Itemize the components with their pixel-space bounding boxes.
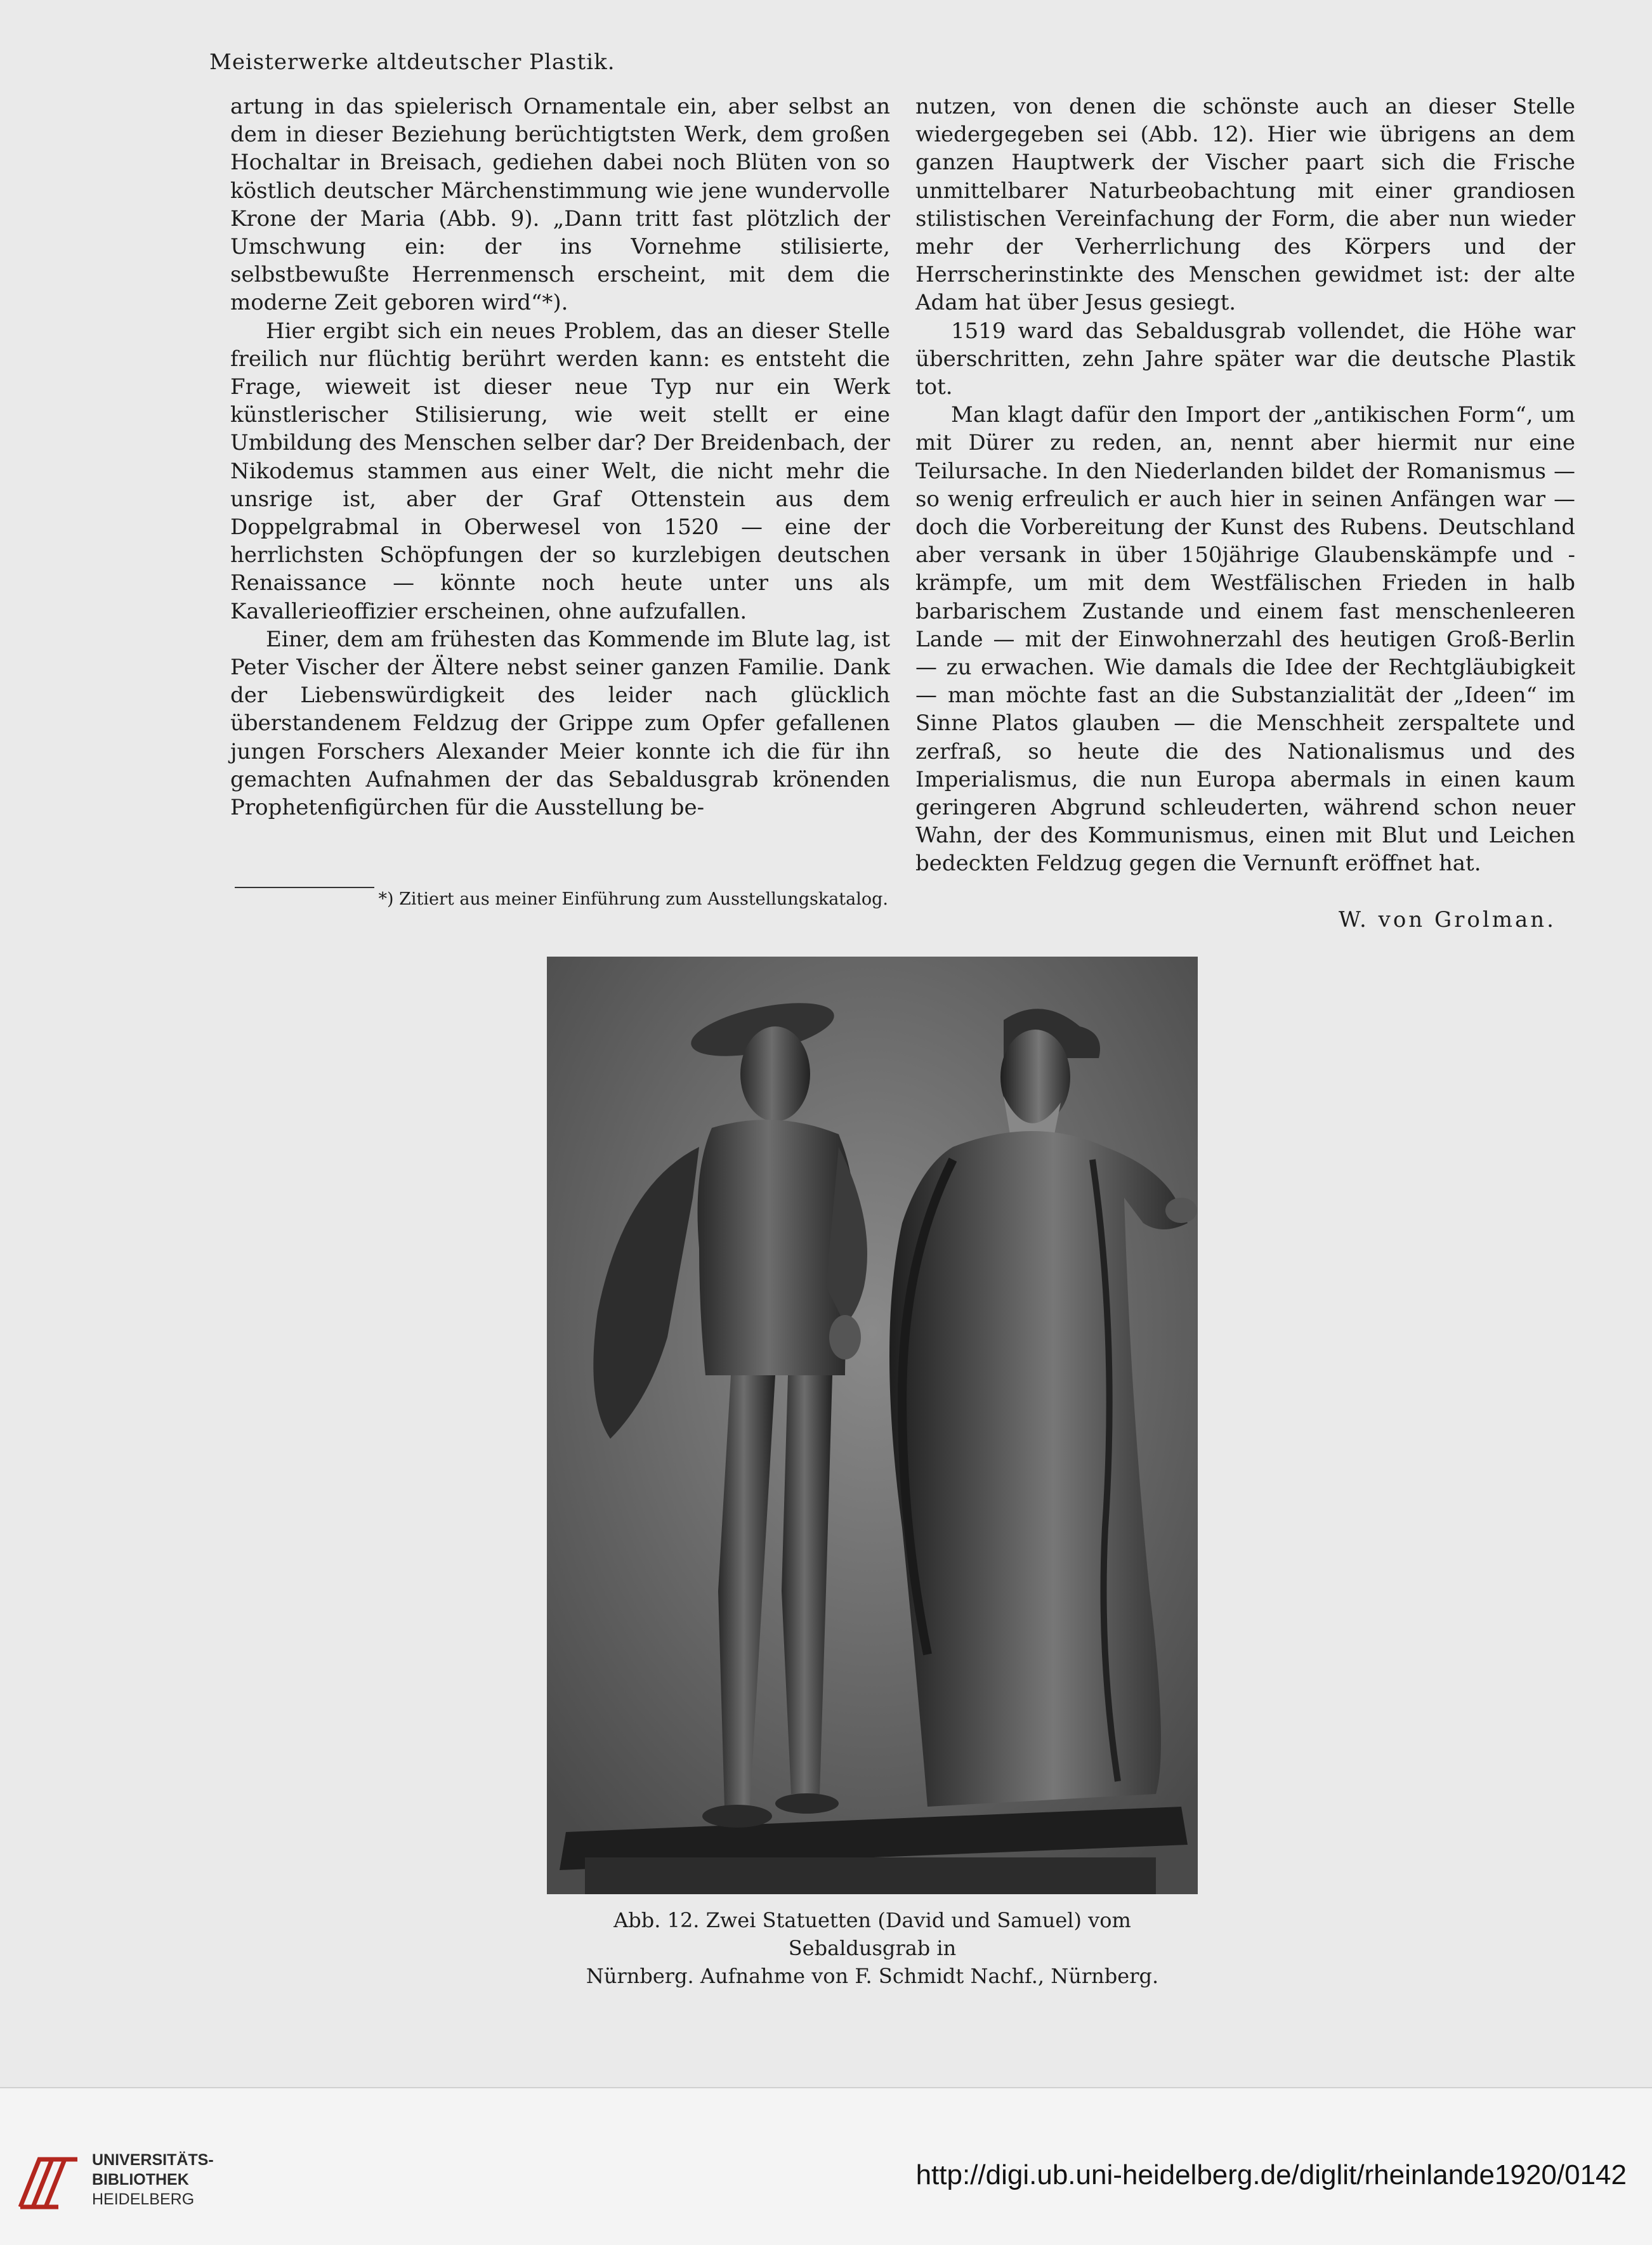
library-name-line: BIBLIOTHEK xyxy=(92,2171,189,2189)
paragraph: Man klagt dafür den Import der „antikischen Form“, um mit Dürer zu reden, an, nennt aber hiermit nur eine Teilursache. In den Niederlanden bildet der Romanismus — so wenig erfreulich er auch hier in seinen Anfängen war — doch die Vorbereitung der Kunst des Rubens. Deutschland aber versank in über 150jährige Glaubenskämpfe und -krämpfe, um mit dem Westfälischen Frieden in halb barbarischem Zustande und einem fast menschenleeren Lande — mit der Einwohnerzahl des heutigen Groß-Berlin — zu erwachen. Wie damals die Idee der Rechtgläubigkeit — man möchte fast an die Substanzialität der „Ideen“ im Sinne Platos glauben — die Menschheit zerspaltete und zerfraß, so heute die des Nationalismus und des Imperialismus, die nun Europa abermals in einen kaum geringeren Abgrund schleuderten, während schon neuer Wahn, der des Kommunismus, einen mit Blut und Leichen bedeckten Feldzug gegen die Vernunft eröffnet hat. xyxy=(915,402,1575,877)
paragraph: Hier ergibt sich ein neues Problem, das an dieser Stelle freilich nur flüchtig berührt werden kann: es entsteht die Frage, wieweit ist dieser neue Typ nur ein Werk künstlerischer Stilisierung, wie weit stellt er eine Umbildung des Menschen selber dar? Der Breidenbach, der Nikodemus stammen aus einer Welt, die nicht mehr die unsrige ist, aber der Graf Ottenstein aus dem Doppelgrabmal in Oberwesel von 1520 — eine der herrlichsten Schöpfungen der so kurzlebigen deutschen Renaissance — könnte noch heute unter uns als Kavallerieoffizier erscheinen, ohne aufzufallen. xyxy=(230,318,890,624)
university-library-logo-icon xyxy=(14,2147,84,2216)
author-signature: W. von Grolman. xyxy=(1339,907,1556,933)
paragraph: 1519 ward das Sebaldusgrab vollendet, die Höhe war überschritten, zehn Jahre später war die deutsche Plastik tot. xyxy=(915,318,1575,400)
paragraph: artung in das spielerisch Ornamentale ein, aber selbst an dem in dieser Beziehung berüchtigtsten Werk, dem großen Hochaltar in Breisach, gediehen dabei noch Blüten von so köstlich deutscher Märchenstimmung wie jene wundervolle Krone der Maria (Abb. 9). „Dann tritt fast plötzlich der Umschwung ein: der ins Vornehme stilisierte, selbstbewußte Herrenmensch erscheint, mit dem die moderne Zeit geboren wird“*). xyxy=(230,94,890,316)
statuettes-illustration xyxy=(547,957,1198,1894)
paragraph: Einer, dem am frühesten das Kommende im Blute lag, ist Peter Vischer der Ältere nebst seiner ganzen Familie. Dank der Liebenswürdigkeit des leider nach glücklich überstandenem Feldzug der Grippe zum Opfer gefallenen jungen Forschers Alexander Meier konnte ich die für ihn gemachten Aufnahmen der das Sebaldusgrab krönenden Prophetenfigürchen für die Ausstellung be- xyxy=(230,626,891,821)
left-column xyxy=(230,93,890,821)
figure-photograph xyxy=(547,957,1198,1894)
permalink-url[interactable]: http://digi.ub.uni-heidelberg.de/diglit/rheinlande1920/0142 xyxy=(915,2159,1627,2190)
figure-caption xyxy=(547,1906,1198,1990)
library-name-line: HEIDELBERG xyxy=(92,2190,195,2208)
right-column xyxy=(915,93,1575,878)
library-name-line: UNIVERSITÄTS- xyxy=(92,2151,214,2169)
caption-line: Nürnberg. Aufnahme von F. Schmidt Nachf., Nürnberg. xyxy=(586,1964,1159,1988)
footer-bar xyxy=(0,2087,1652,2245)
caption-line: Abb. 12. Zwei Statuetten (David und Samuel) vom Sebaldusgrab in xyxy=(613,1908,1131,1960)
paragraph: nutzen, von denen die schönste auch an dieser Stelle wiedergegeben sei (Abb. 12). Hier wie übrigens an dem ganzen Hauptwerk der Vischer paart sich die Frische unmittelbarer Naturbeobachtung mit einer grandiosen stilistischen Vereinfachung der Form, die aber nun wieder mehr der Verherrlichung des Körpers und der Herrscherinstinkte des Menschen gewidmet ist: der alte Adam hat über Jesus gesiegt. xyxy=(915,94,1575,316)
running-head: Meisterwerke altdeutscher Plastik. xyxy=(209,49,615,75)
footnote: *) Zitiert aus meiner Einführung zum Ausstellungskatalog. xyxy=(378,889,888,909)
library-name xyxy=(92,2150,214,2209)
